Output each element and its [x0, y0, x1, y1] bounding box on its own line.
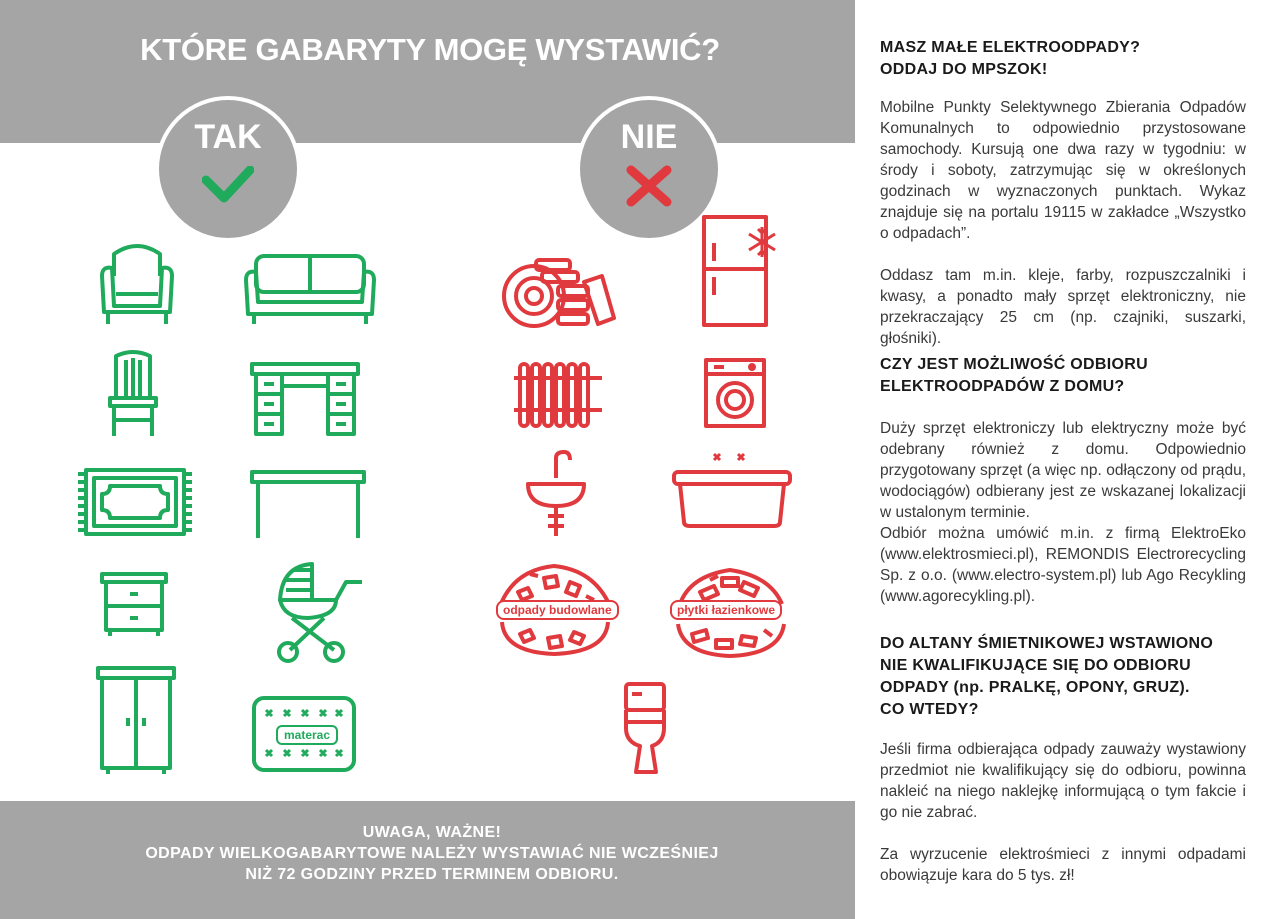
header-band	[0, 0, 855, 143]
section-text-home-pickup: Duży sprzęt elektroniczy lub elektryczny może być odebrany również z domu. Odpowiednio przygotowany sprzęt (a więc np. odłączony od prądu, wodociągów) odbierany jest ze wskazanej lokalizacji w ustalonym terminie. Odbiór można umówić m.in. z firmą ElektroEko (www.elektrosmieci.pl), REMONDIS Electrorecycling Sp. z o.o. (www.electro-system.pl) lub Ago Recykling (www.agorecykling.pl).	[880, 420, 1246, 605]
wardrobe-icon	[94, 664, 178, 778]
section-text-mpszok-2: Oddasz tam m.in. kleje, farby, rozpuszczalniki i kwasy, a ponadto mały sprzęt elektroniczny, nie przekraczający 25 cm (np. czajniki, suszarki, głośniki).	[880, 267, 1246, 347]
radiator-icon	[510, 358, 606, 430]
section-text-penalty: Za wyrzucenie elektrośmieci z innymi odpadami obowiązuje kara do 5 tys. zł!	[880, 846, 1246, 884]
fridge-icon	[700, 213, 784, 329]
toilet-icon	[620, 680, 670, 778]
stroller-icon	[272, 560, 368, 664]
yes-badge-label: TAK	[194, 118, 262, 156]
tires-icon	[498, 256, 618, 330]
no-badge-label: NIE	[620, 118, 678, 156]
page-title: KTÓRE GABARYTY MOGĘ WYSTAWIĆ?	[140, 32, 720, 67]
desk-icon	[248, 360, 362, 440]
check-icon	[202, 166, 254, 204]
yes-badge	[155, 96, 301, 242]
rubble-label: odpady budowlane	[496, 600, 619, 620]
notice-band	[0, 801, 855, 919]
notice-line-1: UWAGA, WAŻNE!	[362, 824, 502, 841]
sink-icon	[524, 450, 588, 542]
washing-machine-icon	[702, 356, 768, 430]
section-heading-home-pickup: CZY JEST MOŻLIWOŚĆ ODBIORU ELEKTROODPADÓW Z DOMU?	[880, 356, 1148, 395]
section-text-mpszok-1: Mobilne Punkty Selektywnego Zbierania Odpadów Komunalnych to odpowiednio przystosowane samochody. Kursują one dwa razy w tygodniu: w środy i soboty, zatrzymując się w określonych godzinach w wyznaczonych punktach. Wykaz znajduje się na portalu 19115 w zakładce „Wszystko o odpadach”.	[880, 99, 1246, 242]
rug-icon	[76, 466, 194, 538]
armchair-icon	[94, 236, 180, 330]
chair-icon	[106, 348, 160, 440]
mattress-label: materac	[276, 725, 338, 745]
notice-line-3: NIŻ 72 GODZINY PRZED TERMINEM ODBIORU.	[245, 866, 619, 883]
section-heading-mpszok: MASZ MAŁE ELEKTROODPADY? ODDAJ DO MPSZOK!	[880, 39, 1141, 78]
x-icon	[623, 164, 675, 208]
section-heading-rejected: DO ALTANY ŚMIETNIKOWEJ WSTAWIONO NIE KWALIFIKUJĄCE SIĘ DO ODBIORU ODPADY (np. PRALKĘ, OPONY, GRUZ). CO WTEDY?	[880, 635, 1214, 718]
section-text-rejected-1: Jeśli firma odbierająca odpady zauważy wystawiony przedmiot nie kwalifikujący się do odbioru, powinna nakleić na niego naklejkę informującą o tym fakcie i go nie zabrać.	[880, 741, 1246, 821]
sofa-icon	[240, 250, 380, 330]
notice-line-2: ODPADY WIELKOGABARYTOWE NALEŻY WYSTAWIAĆ NIE WCZEŚNIEJ	[145, 845, 719, 862]
tiles-label: płytki łazienkowe	[670, 600, 782, 620]
bathtub-icon	[670, 450, 794, 532]
table-icon	[248, 468, 368, 542]
nightstand-icon	[98, 570, 170, 638]
